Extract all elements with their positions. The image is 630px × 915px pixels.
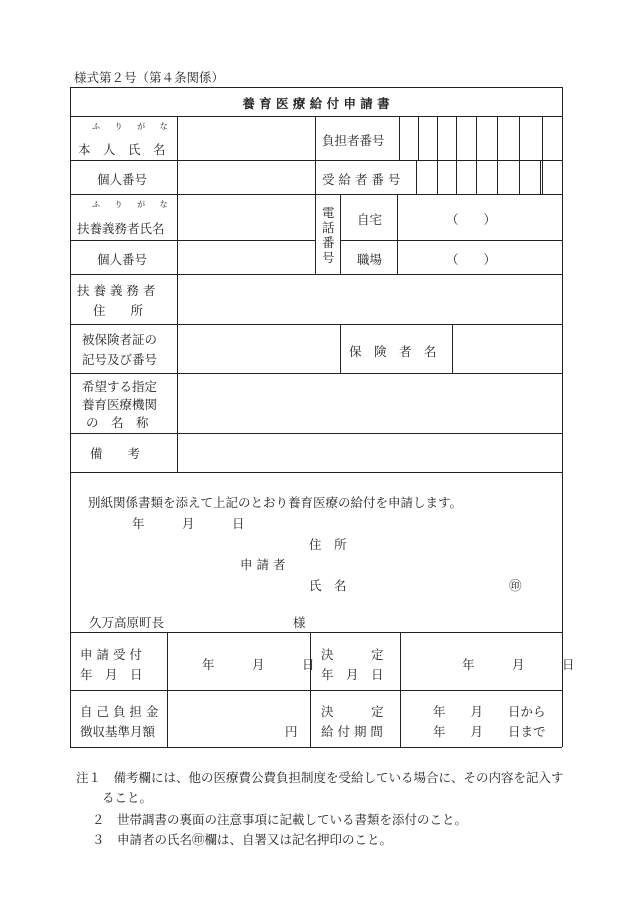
seal-mark: ㊞ <box>509 578 522 593</box>
home-phone-label: 自宅 <box>357 212 383 227</box>
personal-number-label: 個人番号 <box>97 172 148 187</box>
note-2: ２ 世帯調書の裏面の注意事項に記載している書類を添付のこと。 <box>92 812 468 827</box>
decision-date: 年 月 日 <box>462 657 575 672</box>
applicant-address-label: 住 所 <box>309 537 347 552</box>
decision-label-2: 年 月 日 <box>321 667 384 682</box>
furigana-label-2: ふ り が な <box>92 200 174 209</box>
period-to: 年 月 日まで <box>433 724 546 739</box>
period-from: 年 月 日から <box>433 704 546 719</box>
note-1-cont: ること。 <box>102 790 153 805</box>
applicant-name-label: 氏 名 <box>309 578 347 593</box>
sama-label: 様 <box>293 615 306 630</box>
self-burden-label-1: 自 己 負 担 金 <box>80 704 159 719</box>
home-phone-paren: （ ） <box>446 212 497 227</box>
burden-number-label: 負担者番号 <box>322 133 385 148</box>
work-phone-paren: （ ） <box>446 252 497 267</box>
guardian-name-label: 扶養義務者氏名 <box>77 221 165 236</box>
guardian-address-label-2: 住 所 <box>93 303 144 318</box>
work-phone-label: 職場 <box>357 252 383 267</box>
applicant-label: 申 請 者 <box>240 557 286 572</box>
furigana-label: ふ り が な <box>92 122 174 131</box>
period-label-1: 決 定 <box>321 704 384 719</box>
insurance-label-2: 記号及び番号 <box>82 352 158 367</box>
yen-label: 円 <box>285 724 298 739</box>
period-label-2: 給 付 期 間 <box>321 724 383 739</box>
statement-date: 年 月 日 <box>132 516 245 531</box>
form-number: 様式第２号（第４条関係） <box>74 70 225 85</box>
guardian-address-label-1: 扶 養 義 務 者 <box>77 283 156 298</box>
mayor-label: 久万高原町長 <box>89 615 165 630</box>
note-1: 注１ 備考欄には、他の医療費公費負担制度を受給している場合に、その内容を記入す <box>76 770 564 785</box>
recipient-number-label: 受 給 者 番 号 <box>322 172 401 187</box>
facility-label-3: の 名 称 <box>86 415 149 430</box>
name-label: 本 人 氏 名 <box>78 142 166 157</box>
receipt-label-1: 申 請 受 付 <box>80 647 142 662</box>
receipt-label-2: 年 月 日 <box>80 667 143 682</box>
self-burden-label-2: 徴収基準月額 <box>80 724 156 739</box>
receipt-date: 年 月 日 <box>202 657 315 672</box>
facility-label-1: 希望する指定 <box>82 379 158 394</box>
insurance-label-1: 被保険者証の <box>82 332 158 347</box>
form-title: 養 育 医 療 給 付 申 請 書 <box>242 96 390 111</box>
insurer-label: 保 険 者 名 <box>349 344 437 359</box>
remarks-label: 備 考 <box>90 446 141 461</box>
decision-label-1: 決 定 <box>321 647 384 662</box>
phone-label: 電 話 番 号 <box>322 205 335 265</box>
note-3: ３ 申請者の氏名㊞欄は、自署又は記名押印のこと。 <box>92 832 393 847</box>
statement-text: 別紙関係書類を添えて上記のとおり養育医療の給付を申請します。 <box>88 495 463 510</box>
personal-number-label-2: 個人番号 <box>97 252 148 267</box>
facility-label-2: 養育医療機関 <box>82 397 158 412</box>
